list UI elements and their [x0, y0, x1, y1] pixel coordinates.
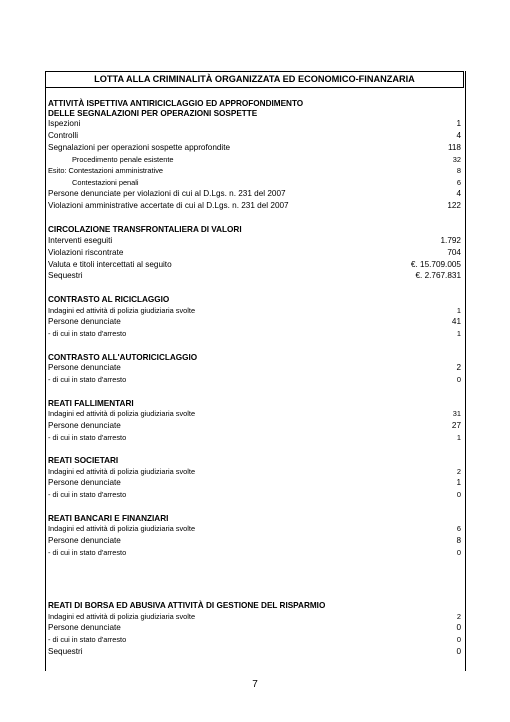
section-title — [48, 514, 461, 524]
row-label: Persone denunciate — [48, 478, 121, 488]
data-row — [48, 611, 461, 623]
section-title-line: REATI FALLIMENTARI — [48, 398, 134, 408]
row-label: Controlli — [48, 131, 79, 141]
section-title — [48, 456, 461, 466]
data-row — [48, 247, 461, 259]
data-row — [48, 200, 461, 212]
row-value: 704 — [447, 247, 461, 257]
row-label: - di cui in stato d'arresto — [48, 635, 127, 645]
row-value: 2 — [456, 363, 461, 373]
row-label: Indagini ed attività di polizia giudiziaria svolte — [48, 466, 196, 476]
row-label: Segnalazioni per operazioni sospette approfondite — [48, 142, 231, 152]
data-row — [48, 118, 461, 130]
row-value: 0 — [456, 646, 461, 656]
row-value: 1 — [456, 329, 461, 339]
row-value: 1.792 — [440, 235, 461, 245]
row-value: 8 — [456, 166, 461, 176]
row-value: 4 — [456, 131, 461, 141]
data-row — [48, 374, 461, 386]
row-label: Persone denunciate — [48, 623, 121, 633]
row-label: Persone denunciate per violazioni di cui al D.Lgs. n. 231 del 2007 — [48, 189, 286, 199]
row-value: 0 — [456, 375, 461, 385]
data-row — [48, 646, 461, 658]
data-row — [48, 477, 461, 489]
row-value: 32 — [452, 154, 461, 164]
section-title — [48, 399, 461, 409]
row-label: Persone denunciate — [48, 420, 121, 430]
data-row — [48, 177, 461, 189]
data-row — [48, 408, 461, 420]
row-label: - di cui in stato d'arresto — [48, 329, 127, 339]
row-value: 122 — [447, 201, 461, 211]
row-value: 0 — [456, 623, 461, 633]
section-title — [48, 353, 461, 363]
row-value: 27 — [451, 420, 461, 430]
row-label: - di cui in stato d'arresto — [48, 547, 127, 557]
row-value: 118 — [447, 142, 461, 152]
data-row — [48, 535, 461, 547]
row-label: Violazioni riscontrate — [48, 247, 124, 257]
row-value: 1 — [456, 119, 461, 129]
section-title-line: CIRCOLAZIONE TRANSFRONTALIERA DI VALORI — [48, 225, 242, 235]
data-row — [48, 270, 461, 282]
row-value: 0 — [456, 547, 461, 557]
data-row — [48, 316, 461, 328]
row-label: - di cui in stato d'arresto — [48, 432, 127, 442]
section-title-line: DELLE SEGNALAZIONI PER OPERAZIONI SOSPETTE — [48, 108, 258, 118]
data-row — [48, 466, 461, 478]
section-spacer — [48, 558, 461, 588]
row-value: 0 — [456, 635, 461, 645]
section-title — [48, 295, 461, 305]
row-label: Valuta e titoli intercettati al seguito — [48, 259, 172, 269]
row-value: €. 15.709.005 — [410, 259, 461, 269]
data-row — [48, 622, 461, 634]
section-title-line: REATI BANCARI E FINANZIARI — [48, 513, 169, 523]
row-value: 1 — [456, 305, 461, 315]
row-label: Persone denunciate — [48, 363, 121, 373]
report-content — [48, 99, 461, 658]
header-title: LOTTA ALLA CRIMINALITÀ ORGANIZZATA ED ECONOMICO-FINANZARIA — [94, 74, 415, 84]
data-row — [48, 235, 461, 247]
row-label: - di cui in stato d'arresto — [48, 375, 127, 385]
row-label: Sequestri — [48, 271, 83, 281]
row-label: Indagini ed attività di polizia giudiziaria svolte — [48, 524, 196, 534]
row-value: 1 — [456, 478, 461, 488]
row-value: 4 — [456, 189, 461, 199]
row-label: Sequestri — [48, 646, 83, 656]
row-label: Contestazioni penali — [72, 177, 139, 187]
data-row — [48, 188, 461, 200]
data-row — [48, 547, 461, 559]
row-label: Indagini ed attività di polizia giudiziaria svolte — [48, 305, 196, 315]
data-row — [48, 523, 461, 535]
row-label: Violazioni amministrative accertate di cui al D.Lgs. n. 231 del 2007 — [48, 201, 289, 211]
data-row — [48, 130, 461, 142]
data-row — [48, 259, 461, 271]
section-title — [48, 225, 461, 235]
section-title-line: CONTRASTO AL RICICLAGGIO — [48, 295, 170, 305]
row-value: 8 — [456, 535, 461, 545]
data-row — [48, 305, 461, 317]
row-label: Indagini ed attività di polizia giudiziaria svolte — [48, 611, 196, 621]
row-value: €. 2.767.831 — [415, 271, 461, 281]
data-row — [48, 634, 461, 646]
row-value: 0 — [456, 490, 461, 500]
row-label: - di cui in stato d'arresto — [48, 490, 127, 500]
data-row — [48, 420, 461, 432]
data-row — [48, 432, 461, 444]
row-label: Indagini ed attività di polizia giudiziaria svolte — [48, 409, 196, 419]
data-row — [48, 165, 461, 177]
row-label: Interventi eseguiti — [48, 235, 113, 245]
data-row — [48, 328, 461, 340]
row-value: 2 — [456, 466, 461, 476]
row-label: Persone denunciate — [48, 535, 121, 545]
row-label: Esito: Contestazioni amministrative — [48, 166, 164, 176]
row-value: 31 — [452, 409, 461, 419]
section-title — [48, 99, 461, 118]
row-value: 2 — [456, 611, 461, 621]
row-value: 41 — [451, 317, 461, 327]
section-title-line: REATI SOCIETARI — [48, 456, 119, 466]
section-title — [48, 601, 461, 611]
data-row — [48, 489, 461, 501]
row-label: Procedimento penale esistente — [72, 154, 174, 164]
row-value: 6 — [456, 177, 461, 187]
row-value: 6 — [456, 524, 461, 534]
section-title-line: REATI DI BORSA ED ABUSIVA ATTIVITÀ DI GESTIONE DEL RISPARMIO — [48, 601, 326, 611]
row-value: 1 — [456, 432, 461, 442]
row-label: Ispezioni — [48, 119, 81, 129]
data-row — [48, 362, 461, 374]
data-row — [48, 154, 461, 166]
table-header — [45, 71, 464, 88]
row-label: Persone denunciate — [48, 317, 121, 327]
data-row — [48, 142, 461, 154]
section-title-line: CONTRASTO ALL'AUTORICICLAGGIO — [48, 352, 198, 362]
page-number: 7 — [252, 679, 258, 690]
section-title-line: ATTIVITÀ ISPETTIVA ANTIRICICLAGGIO ED APPROFONDIMENTO — [48, 99, 304, 108]
